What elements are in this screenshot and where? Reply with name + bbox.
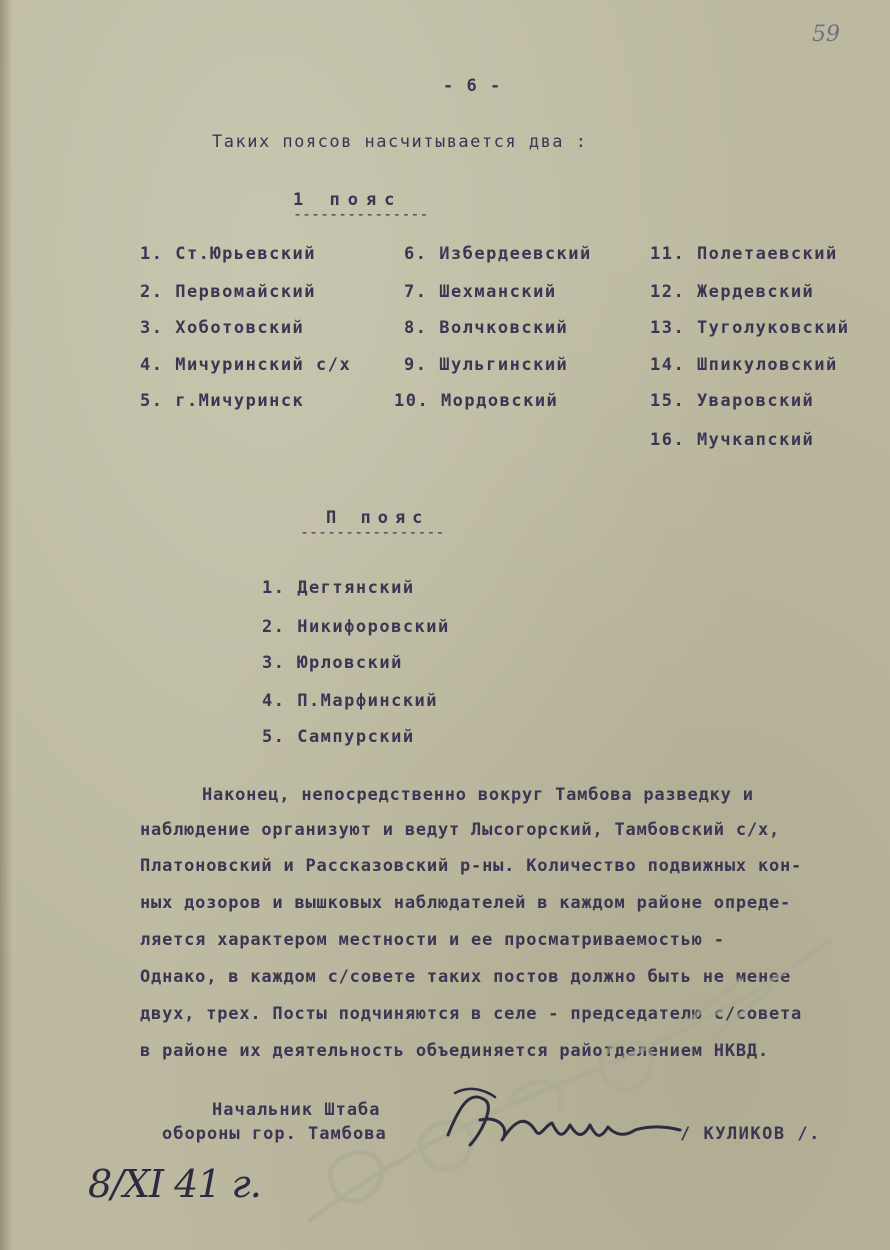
handwritten-date: 8/XI 41 г. [88,1162,261,1206]
handwritten-signature [440,1085,685,1165]
belt1-item: 10. Мордовский [394,391,559,411]
belt1-item: 7. Шехманский [404,282,557,302]
belt1-item: 4. Мичуринский с/х [140,355,352,375]
belt2-item: 1. Дегтянский [262,578,415,598]
belt1-item: 16. Мучкапский [650,430,815,450]
page-edge-shadow [0,0,12,1250]
belt1-item: 1. Ст.Юрьевский [140,244,317,264]
belt1-item: 15. Уваровский [650,391,815,411]
intro-line: Таких поясов насчитывается два : [212,132,588,152]
signature-title-line1: Начальник Штаба [212,1100,381,1120]
belt1-item: 2. Первомайский [140,282,317,302]
belt2-title: П пояс [326,508,430,528]
belt1-item: 14. Шпикуловский [650,355,838,375]
belt1-item: 9. Шульгинский [404,355,569,375]
belt1-item: 6. Избердеевский [404,244,592,264]
belt1-title: 1 пояс [293,190,403,210]
paragraph-line: ных дозоров и вышковых наблюдателей в каждом районе опреде- [140,893,792,913]
belt1-item: 3. Хоботовский [140,318,305,338]
belt1-underline: --------------- [293,205,429,223]
belt1-item: 5. г.Мичуринск [140,391,305,411]
paragraph-line: наблюдение организуют и ведут Лысогорский, Тамбовский с/х, [140,820,781,840]
belt1-item: 13. Туголуковский [650,318,850,338]
paragraph-line: Наконец, непосредственно вокруг Тамбова разведку и [202,785,754,805]
belt2-underline: ---------------- [300,523,445,541]
sheet-number: 59 [812,22,840,47]
paragraph-line: ляется характером местности и ее просматриваемостью - [140,930,725,950]
page-number: - 6 - [443,76,502,96]
paragraph-line: Однако, в каждом с/совете таких постов должно быть не менее [140,967,792,987]
belt2-item: 3. Юрловский [262,653,403,673]
belt1-item: 12. Жердевский [650,282,815,302]
belt2-item: 5. Сампурский [262,727,415,747]
belt1-item: 11. Полетаевский [650,244,838,264]
belt2-item: 4. П.Марфинский [262,691,439,711]
paragraph-line: двух, трех. Посты подчиняются в селе - председателю с/совета [140,1004,803,1024]
paragraph-line: Платоновский и Рассказовский р-ны. Количество подвижных кон- [140,856,803,876]
belt1-item: 8. Волчковский [404,318,569,338]
belt2-item: 2. Никифоровский [262,617,450,637]
paragraph-line: в районе их деятельность объединяется райотделением НКВД. [140,1041,769,1061]
signature-name: / КУЛИКОВ /. [680,1124,821,1144]
signature-title-line2: обороны гор. Тамбова [162,1124,387,1144]
